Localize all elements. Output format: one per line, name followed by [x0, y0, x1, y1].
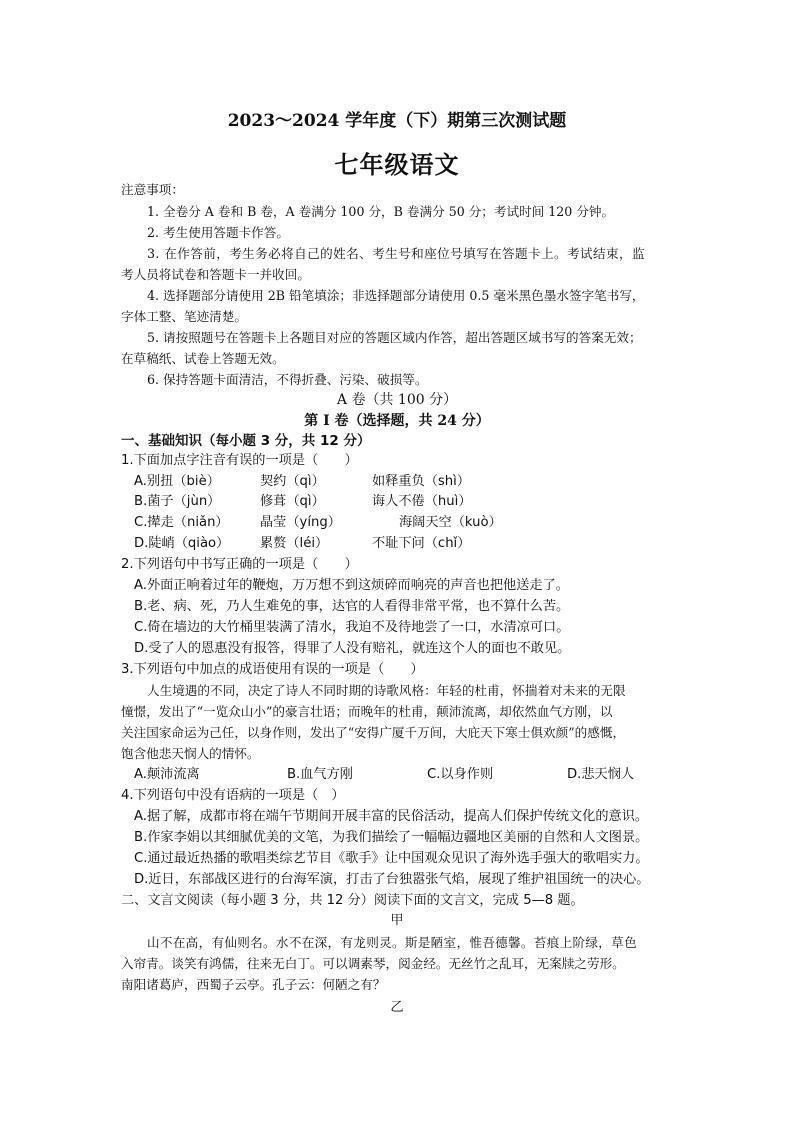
q1-option-d-3: 不耻下问（chǐ）	[372, 536, 471, 551]
passage-yi-label: 乙	[390, 1000, 404, 1015]
notice-item: 3. 在作答前，考生务必将自己的姓名、考生号和座位号填写在答题卡上。考试结束，监	[147, 246, 645, 261]
notice-item: 1. 全卷分 A 卷和 B 卷，A 卷满分 100 分，B 卷满分 50 分；考试时间 120 分钟。	[147, 204, 615, 219]
section-a-heading: A 卷（共 100 分）	[336, 392, 458, 408]
q2-stem: 2.下列语句中书写正确的一项是（ ）	[121, 557, 358, 572]
q3-option-d: D.悲天悯人	[567, 767, 635, 782]
q4-option-b: B.作家李娟以其细腻优美的文笔，为我们描绘了一幅幅边疆地区美丽的自然和人文图景。	[134, 830, 649, 845]
q1-option-c-3: 海阔天空（kuò）	[399, 515, 502, 530]
q4-stem: 4.下列语句中没有语病的一项是（ ）	[121, 788, 345, 803]
q3-passage-line: 关注国家命运为己任，以身作则，发出了“安得广厦千万间，大庇天下寒士俱欢颜”的感慨，	[121, 725, 626, 740]
notice-item: 5. 请按照题号在答题卡上各题目对应的答题区域内作答，超出答题区域书写的答案无效；	[147, 330, 642, 345]
sec2-heading: 二、文言文阅读（每小题 3 分，共 12 分）阅读下面的文言文，完成 5—8 题。	[121, 893, 584, 908]
q2-option-b: B.老、病、死，乃人生难免的事，达官的人看得非常平常，也不算什么苦。	[134, 599, 570, 614]
q1-option-b-1: B.菌子（jùn）	[134, 494, 221, 509]
sec1-heading: 一、基础知识（每小题 3 分，共 12 分）	[121, 433, 371, 449]
notice-item: 考人员将试卷和答题卡一并收回。	[121, 267, 310, 282]
exam-title: 2023～2024 学年度（下）期第三次测试题	[227, 111, 567, 131]
q1-option-b-3: 诲人不倦（huì）	[372, 494, 472, 509]
notice-item: 6. 保持答题卡面清洁，不得折叠、污染、破损等。	[147, 372, 428, 387]
q3-option-c: C.以身作则	[427, 767, 494, 782]
q1-option-d-2: 累赘（léi）	[260, 536, 329, 551]
passage-jia-label: 甲	[390, 913, 404, 928]
notice-heading: 注意事项：	[121, 182, 184, 197]
q3-passage-line: 饱含他悲天悯人的情怀。	[121, 746, 260, 761]
q1-option-a-1: A.别扭（biè）	[134, 474, 220, 489]
q1-option-a-3: 如释重负（shì）	[372, 474, 471, 489]
passage-jia-line: 入帘青。谈笑有鸿儒，往来无白丁。可以调素琴，阅金经。无丝竹之乱耳，无案牍之劳形。	[121, 956, 625, 971]
passage-jia-line: 山不在高，有仙则名。水不在深，有龙则灵。斯是陋室，惟吾德馨。苔痕上阶绿，草色	[147, 935, 637, 950]
notice-item: 在草稿纸、试卷上答题无效。	[121, 351, 285, 366]
q1-option-b-2: 修葺（qì）	[260, 494, 325, 509]
part1-heading: 第 I 卷（选择题，共 24 分）	[304, 413, 490, 429]
q4-option-a: A.据了解，成都市将在端午节期间开展丰富的民俗活动，提高人们保护传统文化的意识。	[134, 809, 649, 824]
q3-passage-line: 憧憬，发出了“一览众山小”的豪言壮语；而晚年的杜甫，颠沛流离，却依然血气方刚，以	[121, 704, 613, 719]
q2-option-d: D.受了人的恩惠没有报答，得罪了人没有赔礼，就连这个人的面也不敢见。	[134, 641, 571, 656]
passage-jia-line: 南阳诸葛庐，西蜀子云亭。孔子云：何陋之有？	[121, 977, 386, 992]
q1-stem: 1.下面加点字注音有误的一项是（ ）	[121, 453, 358, 468]
notice-item: 2. 考生使用答题卡作答。	[147, 225, 289, 240]
q1-option-d-1: D.陡峭（qiào）	[134, 536, 230, 551]
q4-option-d: D.近日，东部战区进行的台海军演，打击了台独嚣张气焰，展现了维护祖国统一的决心。	[134, 872, 650, 887]
exam-subject: 七年级语文	[334, 150, 460, 179]
q2-option-c: C.倚在墙边的大竹桶里装满了清水，我迫不及待地尝了一口，水清凉可口。	[134, 620, 570, 635]
q1-option-a-2: 契约（qì）	[260, 474, 325, 489]
q2-option-a: A.外面正响着过年的鞭炮，万万想不到这烦碎而响亮的声音也把他送走了。	[134, 578, 569, 593]
notice-item: 字体工整、笔迹清楚。	[121, 309, 247, 324]
q4-option-c: C.通过最近热播的歌唱类综艺节目《歌手》让中国观众见识了海外选手强大的歌唱实力。	[134, 851, 649, 866]
q3-passage-line: 人生境遇的不同，决定了诗人不同时期的诗歌风格：年轻的杜甫，怀揣着对未来的无限	[147, 683, 626, 698]
q3-option-b: B.血气方刚	[287, 767, 353, 782]
q1-option-c-2: 晶莹（yíng）	[260, 515, 341, 530]
notice-item: 4. 选择题部分请使用 2B 铅笔填涂；非选择题部分请使用 0.5 毫米黑色墨水签字笔书写，	[147, 288, 645, 303]
q3-option-a: A.颠沛流离	[134, 767, 200, 782]
q3-stem: 3.下列语句中加点的成语使用有误的一项是（ ）	[121, 662, 424, 677]
q1-option-c-1: C.撵走（niǎn）	[134, 515, 229, 530]
